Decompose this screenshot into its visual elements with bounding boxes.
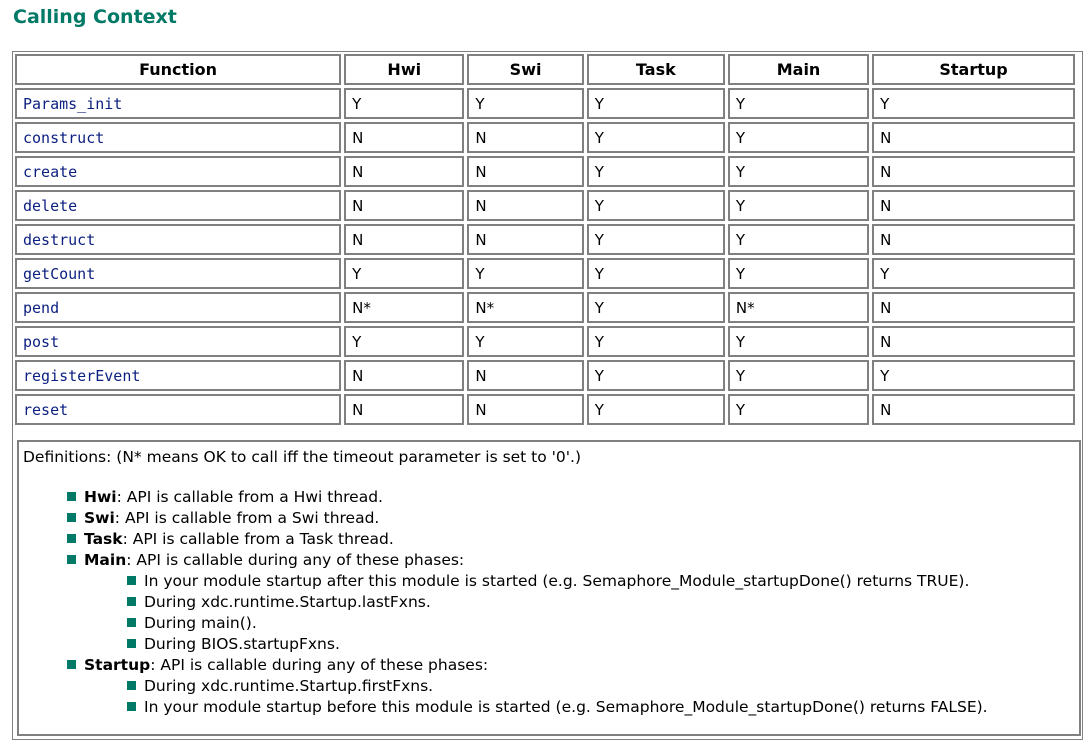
definition-subitem — [127, 676, 988, 697]
definition-item — [67, 655, 988, 718]
square-bullet-icon — [67, 660, 76, 669]
context-value-cell: N* — [728, 292, 869, 323]
table-row — [15, 88, 1075, 119]
context-value-cell: Y — [728, 88, 869, 119]
definition-text: : API is callable during any of these phases: — [126, 551, 465, 569]
table-row — [15, 292, 1075, 323]
context-value-cell: N — [344, 156, 464, 187]
context-value-cell: Y — [587, 122, 725, 153]
context-value-cell: N* — [344, 292, 464, 323]
definition-subitem — [127, 697, 988, 718]
page-title: Calling Context — [13, 6, 177, 28]
square-bullet-icon — [127, 576, 136, 585]
table-row — [15, 394, 1075, 425]
table-row — [15, 326, 1075, 357]
table-row — [15, 360, 1075, 391]
function-name-cell: create — [15, 156, 341, 187]
definition-subitem-text: During BIOS.startupFxns. — [144, 635, 340, 653]
context-value-cell: N — [872, 190, 1075, 221]
function-name-cell: pend — [15, 292, 341, 323]
context-value-cell: Y — [728, 156, 869, 187]
definition-item — [67, 487, 988, 508]
definition-subitem — [127, 592, 988, 613]
function-name-cell: Params_init — [15, 88, 341, 119]
square-bullet-icon — [127, 702, 136, 711]
function-name-cell: construct — [15, 122, 341, 153]
definition-term: Swi — [84, 509, 115, 527]
definition-item — [67, 508, 988, 529]
definition-sublist — [67, 676, 988, 718]
table-row — [15, 190, 1075, 221]
function-name-cell: delete — [15, 190, 341, 221]
definition-item — [67, 529, 988, 550]
definition-subitem-text: During xdc.runtime.Startup.lastFxns. — [144, 593, 431, 611]
context-value-cell: Y — [467, 258, 583, 289]
definition-subitem — [127, 571, 988, 592]
context-value-cell: Y — [728, 360, 869, 391]
context-value-cell: N — [467, 224, 583, 255]
context-value-cell: Y — [872, 258, 1075, 289]
context-value-cell: N* — [467, 292, 583, 323]
definition-term: Hwi — [84, 488, 117, 506]
square-bullet-icon — [67, 555, 76, 564]
definition-subitem-text: During main(). — [144, 614, 257, 632]
table-row — [15, 156, 1075, 187]
definitions-intro: Definitions: (N* means OK to call iff the timeout parameter is set to '0'.) — [23, 448, 582, 466]
context-value-cell: Y — [587, 88, 725, 119]
function-name-cell: reset — [15, 394, 341, 425]
context-value-cell: Y — [587, 258, 725, 289]
context-value-cell: Y — [467, 88, 583, 119]
definition-text: : API is callable from a Task thread. — [122, 530, 394, 548]
square-bullet-icon — [127, 597, 136, 606]
context-value-cell: N — [872, 224, 1075, 255]
square-bullet-icon — [127, 681, 136, 690]
context-value-cell: N — [467, 394, 583, 425]
context-value-cell: Y — [344, 88, 464, 119]
function-name-cell: destruct — [15, 224, 341, 255]
column-header-swi: Swi — [467, 54, 583, 85]
table-header-row — [15, 54, 1075, 85]
context-value-cell: N — [344, 122, 464, 153]
square-bullet-icon — [67, 534, 76, 543]
context-value-cell: Y — [587, 224, 725, 255]
context-value-cell: Y — [728, 224, 869, 255]
definition-text: : API is callable from a Hwi thread. — [116, 488, 383, 506]
definitions-list — [67, 487, 988, 718]
definition-subitem — [127, 613, 988, 634]
definition-subitem-text: In your module startup before this module is started (e.g. Semaphore_Module_startupDone() returns FALSE). — [144, 698, 988, 716]
function-name-cell: post — [15, 326, 341, 357]
square-bullet-icon — [67, 492, 76, 501]
context-value-cell: N — [872, 292, 1075, 323]
definition-sublist — [67, 571, 988, 655]
context-value-cell: N — [467, 190, 583, 221]
context-value-cell: Y — [728, 326, 869, 357]
context-value-cell: Y — [728, 190, 869, 221]
function-name-cell: getCount — [15, 258, 341, 289]
context-value-cell: Y — [728, 122, 869, 153]
context-value-cell: N — [872, 156, 1075, 187]
context-value-cell: Y — [872, 360, 1075, 391]
context-value-cell: Y — [344, 326, 464, 357]
table-row — [15, 224, 1075, 255]
column-header-task: Task — [587, 54, 725, 85]
context-value-cell: N — [872, 394, 1075, 425]
context-value-cell: Y — [587, 360, 725, 391]
table-row — [15, 122, 1075, 153]
context-value-cell: N — [872, 326, 1075, 357]
column-header-startup: Startup — [872, 54, 1075, 85]
context-value-cell: Y — [728, 394, 869, 425]
function-name-cell: registerEvent — [15, 360, 341, 391]
column-header-main: Main — [728, 54, 869, 85]
context-value-cell: N — [467, 360, 583, 391]
context-value-cell: N — [344, 190, 464, 221]
context-value-cell: Y — [587, 156, 725, 187]
context-value-cell: N — [344, 360, 464, 391]
definitions-box — [17, 440, 1081, 736]
definition-subitem-text: During xdc.runtime.Startup.firstFxns. — [144, 677, 434, 695]
context-value-cell: Y — [587, 326, 725, 357]
context-value-cell: Y — [344, 258, 464, 289]
square-bullet-icon — [127, 618, 136, 627]
context-value-cell: N — [467, 122, 583, 153]
context-value-cell: N — [467, 156, 583, 187]
table-row — [15, 258, 1075, 289]
context-value-cell: Y — [587, 394, 725, 425]
square-bullet-icon — [127, 639, 136, 648]
context-value-cell: N — [872, 122, 1075, 153]
context-value-cell: Y — [587, 292, 725, 323]
definition-term: Task — [84, 530, 123, 548]
column-header-hwi: Hwi — [344, 54, 464, 85]
context-value-cell: N — [344, 224, 464, 255]
definition-subitem-text: In your module startup after this module is started (e.g. Semaphore_Module_startupDone() returns TRUE). — [144, 572, 970, 590]
definition-item — [67, 550, 988, 655]
context-value-cell: Y — [467, 326, 583, 357]
definition-term: Main — [84, 551, 127, 569]
context-value-cell: Y — [872, 88, 1075, 119]
definition-term: Startup — [84, 656, 151, 674]
context-value-cell: Y — [728, 258, 869, 289]
definition-subitem — [127, 634, 988, 655]
calling-context-table — [12, 51, 1078, 428]
square-bullet-icon — [67, 513, 76, 522]
definition-text: : API is callable from a Swi thread. — [114, 509, 380, 527]
context-value-cell: N — [344, 394, 464, 425]
context-value-cell: Y — [587, 190, 725, 221]
column-header-function: Function — [15, 54, 341, 85]
definition-text: : API is callable during any of these phases: — [150, 656, 489, 674]
